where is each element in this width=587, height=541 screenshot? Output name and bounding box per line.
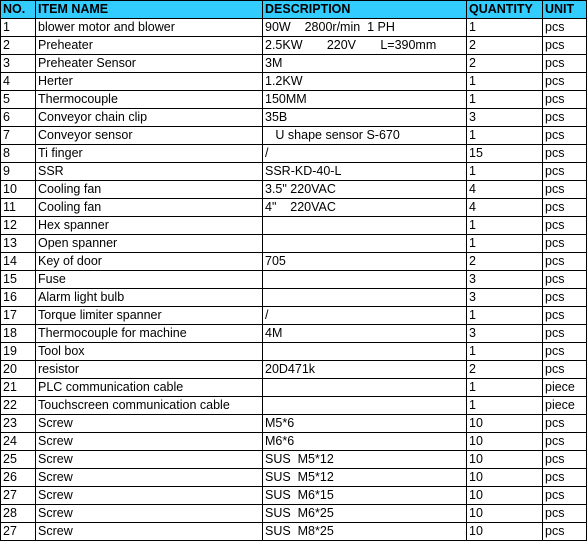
cell-unit: pcs: [543, 145, 587, 163]
cell-quantity: 1: [467, 91, 543, 109]
cell-unit: pcs: [543, 343, 587, 361]
cell-no: 20: [1, 361, 36, 379]
cell-no: 17: [1, 307, 36, 325]
table-row: [1, 379, 587, 397]
table-row: [1, 235, 587, 253]
cell-no: 14: [1, 253, 36, 271]
cell-description: [263, 235, 467, 253]
cell-quantity: 2: [467, 37, 543, 55]
cell-item-name: SSR: [36, 163, 263, 181]
cell-no: 6: [1, 109, 36, 127]
cell-item-name: Cooling fan: [36, 199, 263, 217]
cell-quantity: 2: [467, 361, 543, 379]
cell-no: 2: [1, 37, 36, 55]
cell-item-name: Thermocouple: [36, 91, 263, 109]
table-row: [1, 487, 587, 505]
cell-quantity: 10: [467, 451, 543, 469]
cell-no: 8: [1, 145, 36, 163]
cell-no: 25: [1, 451, 36, 469]
cell-no: 4: [1, 73, 36, 91]
cell-description: 3M: [263, 55, 467, 73]
cell-quantity: 10: [467, 523, 543, 541]
table-row: [1, 325, 587, 343]
cell-description: M6*6: [263, 433, 467, 451]
cell-no: 13: [1, 235, 36, 253]
cell-description: U shape sensor S-670: [263, 127, 467, 145]
cell-quantity: 4: [467, 181, 543, 199]
cell-unit: piece: [543, 397, 587, 415]
cell-no: 9: [1, 163, 36, 181]
table-row: [1, 73, 587, 91]
table-row: [1, 37, 587, 55]
table-row: [1, 163, 587, 181]
cell-item-name: Ti finger: [36, 145, 263, 163]
table-row: [1, 307, 587, 325]
cell-no: 10: [1, 181, 36, 199]
cell-unit: pcs: [543, 433, 587, 451]
cell-no: 15: [1, 271, 36, 289]
table-row: [1, 523, 587, 541]
cell-quantity: 2: [467, 55, 543, 73]
cell-unit: piece: [543, 379, 587, 397]
cell-item-name: Open spanner: [36, 235, 263, 253]
cell-quantity: 3: [467, 325, 543, 343]
table-row: [1, 145, 587, 163]
cell-description: 150MM: [263, 91, 467, 109]
table-row: [1, 19, 587, 37]
table-row: [1, 433, 587, 451]
cell-description: [263, 289, 467, 307]
cell-quantity: 15: [467, 145, 543, 163]
cell-item-name: Fuse: [36, 271, 263, 289]
table-row: [1, 109, 587, 127]
cell-unit: pcs: [543, 91, 587, 109]
cell-item-name: Preheater: [36, 37, 263, 55]
cell-quantity: 3: [467, 109, 543, 127]
cell-quantity: 1: [467, 73, 543, 91]
cell-unit: pcs: [543, 109, 587, 127]
cell-description: [263, 379, 467, 397]
cell-unit: pcs: [543, 217, 587, 235]
cell-description: SUS M5*12: [263, 469, 467, 487]
cell-unit: pcs: [543, 451, 587, 469]
cell-unit: pcs: [543, 73, 587, 91]
cell-item-name: resistor: [36, 361, 263, 379]
cell-description: SUS M6*25: [263, 505, 467, 523]
table-row: [1, 397, 587, 415]
cell-unit: pcs: [543, 487, 587, 505]
header-item-name: ITEM NAME: [36, 1, 263, 19]
cell-description: SSR-KD-40-L: [263, 163, 467, 181]
table-row: [1, 361, 587, 379]
table-row: [1, 451, 587, 469]
cell-unit: pcs: [543, 289, 587, 307]
cell-no: 27: [1, 487, 36, 505]
cell-description: 705: [263, 253, 467, 271]
table-row: [1, 91, 587, 109]
cell-quantity: 1: [467, 163, 543, 181]
cell-quantity: 3: [467, 271, 543, 289]
cell-item-name: Conveyor sensor: [36, 127, 263, 145]
cell-item-name: Screw: [36, 469, 263, 487]
header-row: [1, 1, 587, 19]
cell-unit: pcs: [543, 181, 587, 199]
table-row: [1, 127, 587, 145]
cell-unit: pcs: [543, 163, 587, 181]
cell-quantity: 10: [467, 469, 543, 487]
cell-item-name: Screw: [36, 505, 263, 523]
cell-unit: pcs: [543, 307, 587, 325]
cell-no: 28: [1, 505, 36, 523]
cell-no: 18: [1, 325, 36, 343]
table-body: [1, 19, 587, 541]
header-unit: UNIT: [543, 1, 587, 19]
cell-description: 35B: [263, 109, 467, 127]
cell-item-name: Screw: [36, 415, 263, 433]
cell-description: 90W 2800r/min 1 PH: [263, 19, 467, 37]
cell-unit: pcs: [543, 325, 587, 343]
cell-description: [263, 271, 467, 289]
table-row: [1, 55, 587, 73]
cell-unit: pcs: [543, 415, 587, 433]
cell-item-name: Touchscreen communication cable: [36, 397, 263, 415]
header-description: DESCRIPTION: [263, 1, 467, 19]
cell-unit: pcs: [543, 199, 587, 217]
table-row: [1, 343, 587, 361]
cell-description: [263, 343, 467, 361]
cell-item-name: Key of door: [36, 253, 263, 271]
cell-description: SUS M5*12: [263, 451, 467, 469]
cell-unit: pcs: [543, 55, 587, 73]
cell-item-name: Screw: [36, 451, 263, 469]
cell-description: /: [263, 307, 467, 325]
cell-description: 4M: [263, 325, 467, 343]
cell-item-name: Alarm light bulb: [36, 289, 263, 307]
cell-unit: pcs: [543, 127, 587, 145]
cell-quantity: 1: [467, 307, 543, 325]
cell-no: 21: [1, 379, 36, 397]
header-no: NO.: [1, 1, 36, 19]
cell-no: 3: [1, 55, 36, 73]
cell-no: 22: [1, 397, 36, 415]
cell-item-name: Screw: [36, 487, 263, 505]
cell-quantity: 2: [467, 253, 543, 271]
cell-item-name: Conveyor chain clip: [36, 109, 263, 127]
cell-unit: pcs: [543, 505, 587, 523]
cell-no: 27: [1, 523, 36, 541]
cell-unit: pcs: [543, 361, 587, 379]
cell-description: [263, 217, 467, 235]
cell-item-name: blower motor and blower: [36, 19, 263, 37]
cell-no: 7: [1, 127, 36, 145]
cell-unit: pcs: [543, 253, 587, 271]
cell-no: 26: [1, 469, 36, 487]
cell-item-name: Preheater Sensor: [36, 55, 263, 73]
cell-item-name: Torque limiter spanner: [36, 307, 263, 325]
table-row: [1, 253, 587, 271]
cell-description: SUS M6*15: [263, 487, 467, 505]
cell-no: 23: [1, 415, 36, 433]
cell-item-name: Screw: [36, 433, 263, 451]
cell-unit: pcs: [543, 523, 587, 541]
cell-quantity: 1: [467, 19, 543, 37]
cell-item-name: Tool box: [36, 343, 263, 361]
cell-quantity: 1: [467, 397, 543, 415]
cell-quantity: 3: [467, 289, 543, 307]
cell-description: M5*6: [263, 415, 467, 433]
cell-quantity: 1: [467, 235, 543, 253]
cell-quantity: 1: [467, 379, 543, 397]
cell-description: 3.5" 220VAC: [263, 181, 467, 199]
cell-item-name: Screw: [36, 523, 263, 541]
cell-unit: pcs: [543, 19, 587, 37]
cell-quantity: 10: [467, 505, 543, 523]
table-row: [1, 469, 587, 487]
cell-quantity: 4: [467, 199, 543, 217]
cell-description: /: [263, 145, 467, 163]
cell-description: SUS M8*25: [263, 523, 467, 541]
cell-no: 5: [1, 91, 36, 109]
cell-unit: pcs: [543, 37, 587, 55]
cell-no: 12: [1, 217, 36, 235]
cell-item-name: Cooling fan: [36, 181, 263, 199]
header-quantity: QUANTITY: [467, 1, 543, 19]
cell-quantity: 1: [467, 217, 543, 235]
cell-quantity: 10: [467, 433, 543, 451]
cell-description: 4" 220VAC: [263, 199, 467, 217]
cell-quantity: 10: [467, 415, 543, 433]
table-row: [1, 217, 587, 235]
cell-quantity: 1: [467, 343, 543, 361]
cell-unit: pcs: [543, 235, 587, 253]
table-row: [1, 271, 587, 289]
cell-quantity: 1: [467, 127, 543, 145]
cell-no: 24: [1, 433, 36, 451]
cell-description: 20D471k: [263, 361, 467, 379]
cell-item-name: Hex spanner: [36, 217, 263, 235]
table-row: [1, 199, 587, 217]
cell-no: 19: [1, 343, 36, 361]
cell-no: 16: [1, 289, 36, 307]
table-row: [1, 181, 587, 199]
cell-description: 2.5KW 220V L=390mm: [263, 37, 467, 55]
cell-item-name: PLC communication cable: [36, 379, 263, 397]
cell-no: 11: [1, 199, 36, 217]
cell-quantity: 10: [467, 487, 543, 505]
cell-description: [263, 397, 467, 415]
table-row: [1, 505, 587, 523]
cell-unit: pcs: [543, 469, 587, 487]
cell-item-name: Thermocouple for machine: [36, 325, 263, 343]
cell-description: 1.2KW: [263, 73, 467, 91]
cell-no: 1: [1, 19, 36, 37]
cell-item-name: Herter: [36, 73, 263, 91]
table-row: [1, 289, 587, 307]
cell-unit: pcs: [543, 271, 587, 289]
table-row: [1, 415, 587, 433]
